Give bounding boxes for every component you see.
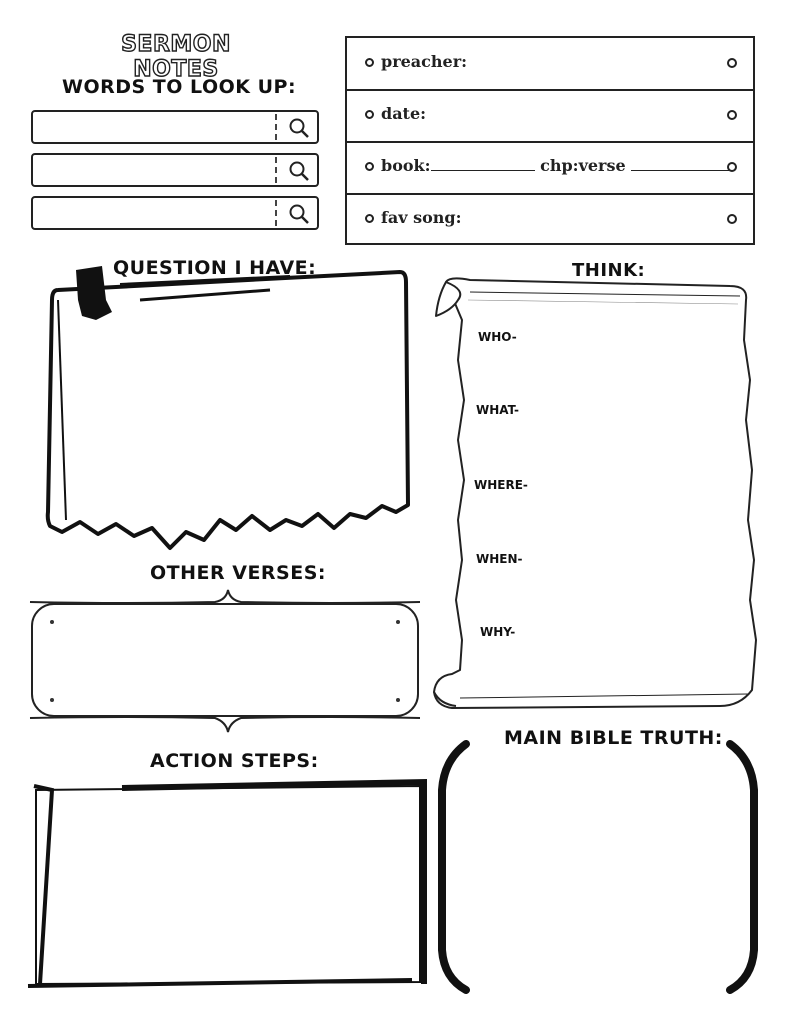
book-underline[interactable] bbox=[431, 156, 535, 171]
main-bible-truth-writing-area[interactable] bbox=[466, 760, 732, 980]
other-verses-heading: OTHER VERSES: bbox=[150, 562, 326, 584]
think-when-label: WHEN- bbox=[476, 552, 523, 566]
lookup-input-2[interactable] bbox=[33, 155, 275, 185]
bullet-icon bbox=[727, 214, 737, 224]
lookup-input-3[interactable] bbox=[33, 198, 275, 228]
search-icon[interactable] bbox=[288, 160, 310, 182]
search-icon[interactable] bbox=[288, 117, 310, 139]
other-verses-writing-area[interactable] bbox=[60, 616, 390, 706]
think-why-label: WHY- bbox=[480, 625, 516, 639]
bullet-icon bbox=[365, 110, 374, 119]
action-steps-writing-area[interactable] bbox=[56, 800, 406, 970]
main-bible-truth-heading: MAIN BIBLE TRUTH: bbox=[504, 727, 723, 749]
words-to-look-up-heading: WORDS TO LOOK UP: bbox=[62, 76, 297, 98]
search-icon[interactable] bbox=[288, 203, 310, 225]
chapter-verse-label: chp:verse bbox=[540, 156, 626, 175]
preacher-label: preacher: bbox=[381, 52, 468, 71]
preacher-row[interactable] bbox=[347, 38, 753, 88]
question-heading: QUESTION I HAVE: bbox=[113, 257, 317, 279]
chapter-verse-underline[interactable] bbox=[631, 156, 729, 171]
date-label: date: bbox=[381, 104, 427, 123]
think-who-label: WHO- bbox=[478, 330, 517, 344]
lookup-row-2 bbox=[31, 153, 319, 187]
bullet-icon bbox=[727, 162, 737, 172]
bullet-icon bbox=[365, 214, 374, 223]
fav-song-label: fav song: bbox=[381, 208, 462, 227]
think-where-label: WHERE- bbox=[474, 478, 528, 492]
action-steps-heading: ACTION STEPS: bbox=[150, 750, 319, 772]
lookup-divider bbox=[275, 114, 277, 140]
think-heading: THINK: bbox=[572, 260, 646, 281]
date-row[interactable] bbox=[347, 90, 753, 140]
fav-song-row[interactable] bbox=[347, 194, 753, 244]
book-row[interactable] bbox=[347, 142, 753, 192]
book-line bbox=[381, 156, 729, 175]
lookup-divider bbox=[275, 157, 277, 183]
think-what-label: WHAT- bbox=[476, 403, 520, 417]
bullet-icon bbox=[365, 58, 374, 67]
page-title: SERMON NOTES bbox=[121, 32, 231, 82]
bullet-icon bbox=[727, 110, 737, 120]
lookup-divider bbox=[275, 200, 277, 226]
bullet-icon bbox=[727, 58, 737, 68]
book-label: book: bbox=[381, 156, 431, 175]
lookup-input-1[interactable] bbox=[33, 112, 275, 142]
lookup-row-1 bbox=[31, 110, 319, 144]
question-writing-area[interactable] bbox=[66, 310, 396, 500]
bullet-icon bbox=[365, 162, 374, 171]
lookup-row-3 bbox=[31, 196, 319, 230]
sermon-info-box bbox=[345, 36, 755, 245]
